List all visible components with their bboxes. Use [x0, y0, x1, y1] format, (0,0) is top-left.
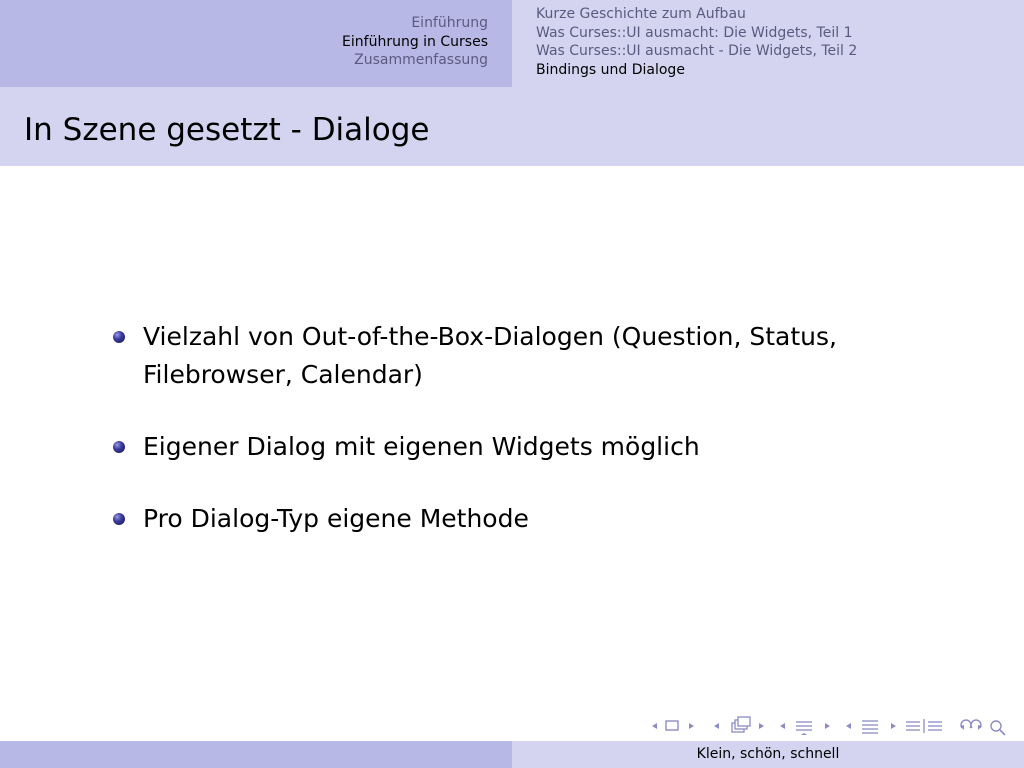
bullet-ball-icon — [113, 331, 125, 343]
section-link-einfuehrung-in-curses[interactable]: Einführung in Curses — [342, 33, 488, 50]
bullet-text: Pro Dialog-Typ eigene Methode — [143, 504, 529, 533]
subsection-link-widgets-teil-1[interactable]: Was Curses::UI ausmacht: Die Widgets, Teil 1 — [536, 24, 853, 41]
list-item — [113, 318, 913, 394]
bullet-ball-icon — [113, 441, 125, 453]
footer-bar — [0, 741, 1024, 768]
bullet-text: Eigener Dialog mit eigenen Widgets möglich — [143, 432, 700, 461]
footer-right-panel — [512, 741, 1024, 768]
list-item — [113, 500, 913, 538]
section-navigation — [0, 0, 512, 87]
section-link-einfuehrung[interactable]: Einführung — [411, 15, 488, 31]
navigation-symbols — [648, 716, 1018, 736]
subsection-link-widgets-teil-2[interactable]: Was Curses::UI ausmacht - Die Widgets, Teil 2 — [536, 43, 858, 59]
frame-navigation-icon[interactable] — [710, 716, 768, 736]
search-icon[interactable] — [958, 716, 1014, 736]
subsection-navigation-icon[interactable] — [776, 716, 834, 736]
section-navigation-icon[interactable] — [842, 716, 900, 736]
document-navigation-icon[interactable] — [902, 716, 948, 736]
footer-title: Klein, schön, schnell — [696, 746, 840, 762]
slide-content — [113, 318, 913, 572]
footer-left-panel — [0, 741, 512, 768]
bullet-text: Vielzahl von Out-of-the-Box-Dialogen (Question, Status, Filebrowser, Calendar) — [143, 322, 837, 389]
frame-title: In Szene gesetzt - Dialoge — [24, 112, 430, 148]
subsection-navigation — [512, 0, 1024, 87]
slide-navigation-icon[interactable] — [648, 716, 698, 736]
header-bar — [0, 0, 1024, 87]
list-item — [113, 428, 913, 466]
subsection-link-geschichte[interactable]: Kurze Geschichte zum Aufbau — [536, 6, 746, 22]
bullet-list — [113, 318, 913, 538]
bullet-ball-icon — [113, 513, 125, 525]
subsection-link-bindings-dialoge[interactable]: Bindings und Dialoge — [536, 61, 685, 78]
section-link-zusammenfassung[interactable]: Zusammenfassung — [354, 52, 488, 68]
